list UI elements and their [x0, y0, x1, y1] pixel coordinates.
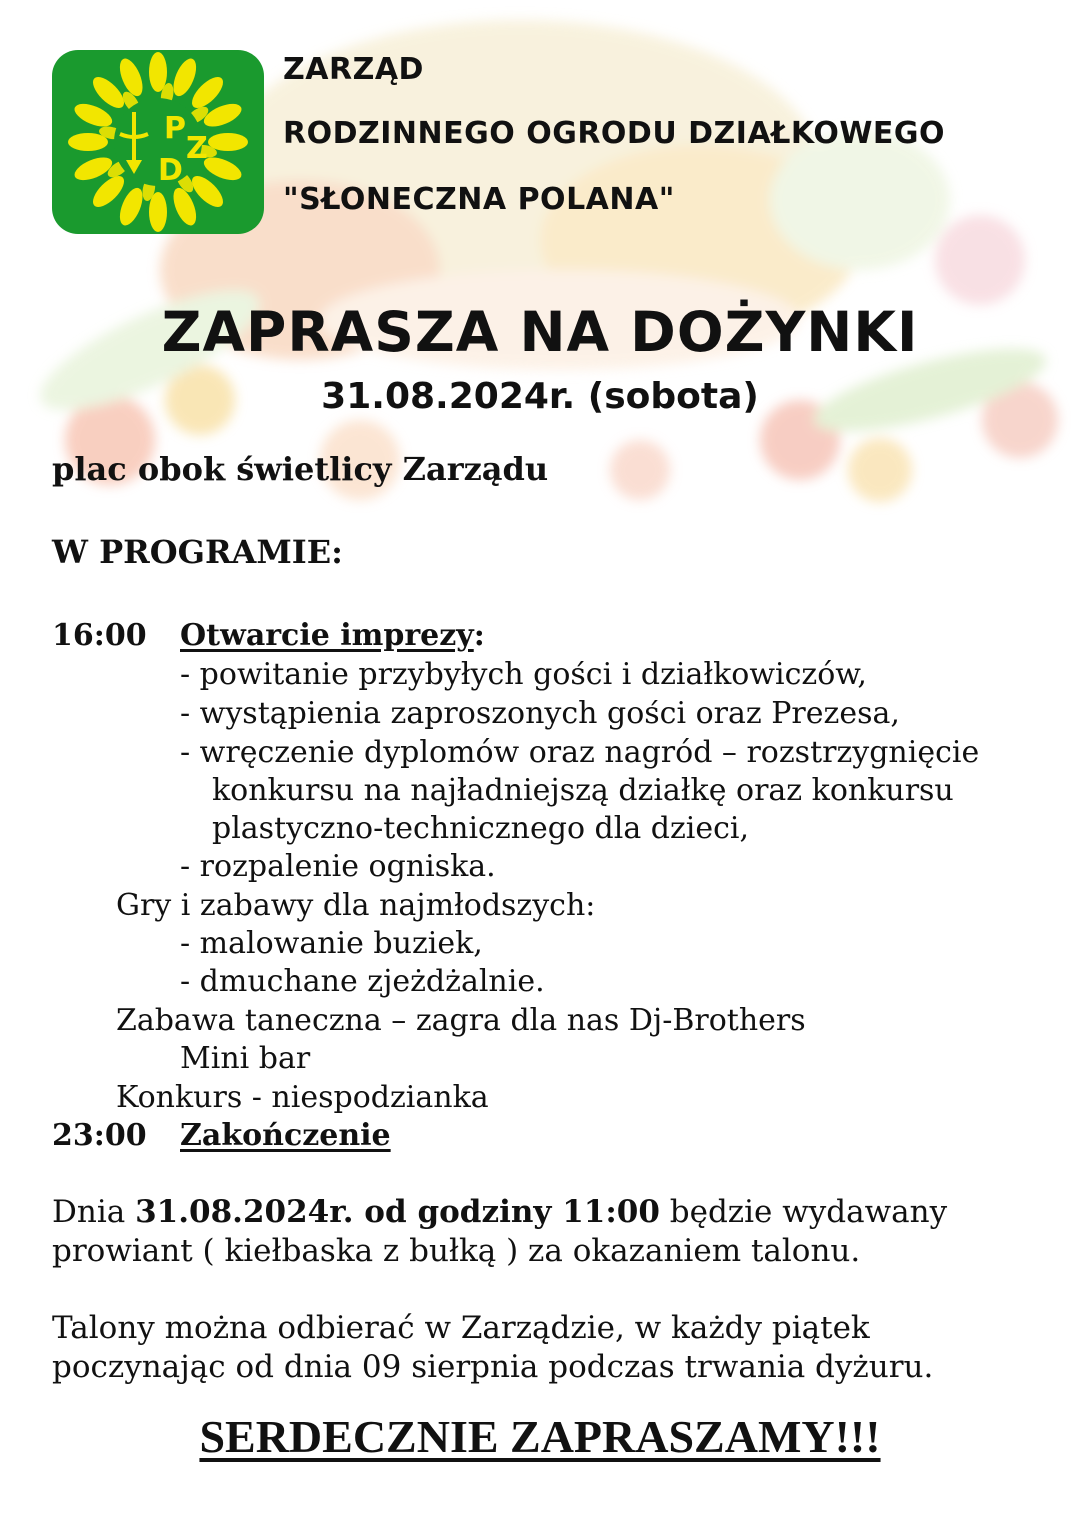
provisions-info-post: będzie wydawany prowiant ( kiełbaska z bułką ) za okazaniem talonu.	[52, 1194, 948, 1269]
event-date: 31.08.2024r. (sobota)	[321, 376, 759, 417]
opening-item: - wręczenie dyplomów oraz nagród – rozstrzygnięcie	[180, 735, 980, 770]
header-line-3: "SŁONECZNA POLANA"	[283, 182, 675, 217]
provisions-info	[52, 1193, 1052, 1271]
kids-heading: Gry i zabawy dla najmłodszych:	[116, 888, 596, 923]
provisions-info-pre: Dnia	[52, 1194, 136, 1230]
start-time: 16:00	[52, 618, 147, 653]
opening-item: - wystąpienia zaproszonych gości oraz Prezesa,	[180, 696, 900, 731]
opening-item-continuation: konkursu na najładniejszą działkę oraz konkursu	[212, 773, 954, 808]
opening-label: Otwarcie imprezy	[180, 618, 474, 653]
event-title: ZAPRASZA NA DOŻYNKI	[161, 300, 919, 364]
header-line-1: ZARZĄD	[283, 52, 424, 87]
bar-item: Mini bar	[180, 1041, 311, 1076]
opening-item-continuation: plastyczno-technicznego dla dzieci,	[212, 811, 750, 846]
logo-letter-z: Z	[186, 131, 208, 166]
kids-item: - dmuchane zjeżdżalnie.	[180, 964, 545, 999]
opening-colon: :	[473, 618, 485, 653]
provisions-info-date: 31.08.2024r. od godziny 11:00	[135, 1194, 660, 1230]
opening-item: - rozpalenie ogniska.	[180, 849, 496, 884]
closing-text: SERDECZNIE ZAPRASZAMY!!!	[199, 1411, 881, 1462]
header-line-2: RODZINNEGO OGRODU DZIAŁKOWEGO	[283, 116, 946, 151]
logo-letter-d: D	[158, 153, 183, 188]
opening-heading	[180, 618, 485, 653]
end-label: Zakończenie	[180, 1118, 391, 1153]
opening-item: - powitanie przybyłych gości i działkowiczów,	[180, 657, 867, 692]
event-place: plac obok świetlicy Zarządu	[52, 450, 549, 488]
closing-invitation	[0, 1410, 1080, 1463]
end-time: 23:00	[52, 1118, 147, 1153]
kids-item: - malowanie buziek,	[180, 926, 483, 961]
logo-letter-p: P	[164, 111, 186, 146]
vouchers-info: Talony można odbierać w Zarządzie, w każdy piątek poczynając od dnia 09 sierpnia podczas trwania dyżuru.	[52, 1310, 934, 1385]
dance-item: Zabawa taneczna – zagra dla nas Dj-Brothers	[116, 1003, 806, 1038]
program-heading: W PROGRAMIE:	[52, 533, 343, 571]
contest-item: Konkurs - niespodzianka	[116, 1080, 489, 1115]
pzd-logo	[52, 50, 264, 234]
